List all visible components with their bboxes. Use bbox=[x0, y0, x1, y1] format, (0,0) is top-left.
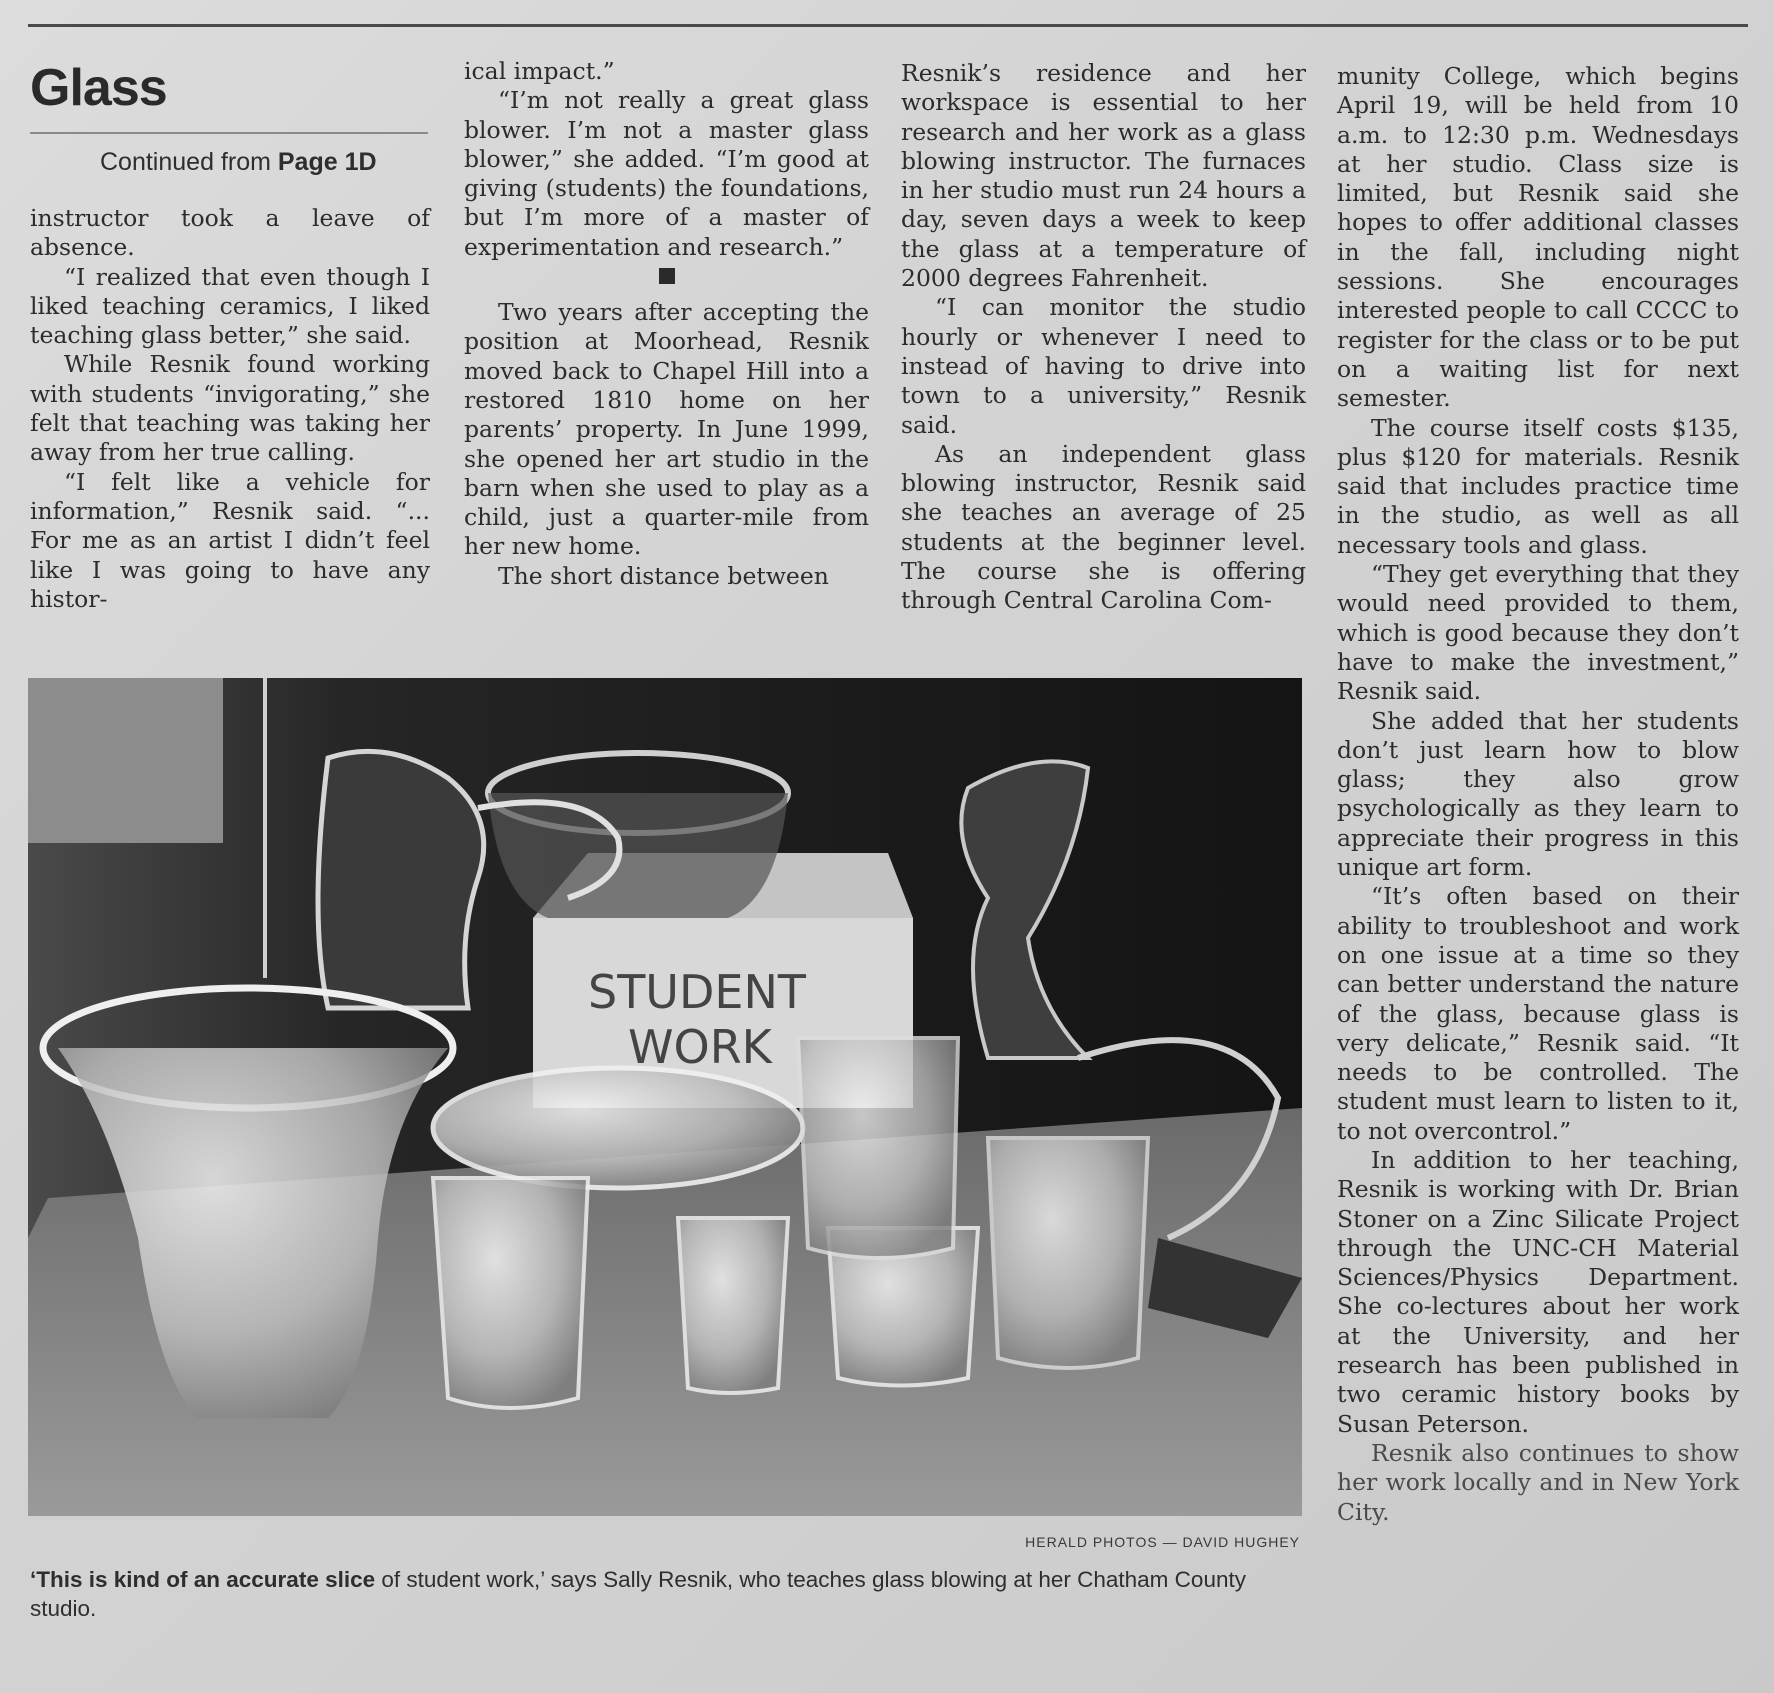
box-label-line-1: STUDENT bbox=[588, 965, 806, 1019]
dark-pitcher bbox=[318, 751, 484, 1008]
tall-bowl-body bbox=[488, 793, 788, 918]
glass-cup-2 bbox=[678, 1218, 788, 1393]
box-label-line-2: WORK bbox=[628, 1020, 772, 1074]
glass-cup-1 bbox=[433, 1178, 588, 1408]
photo-credit: HERALD PHOTOS — DAVID HUGHEY bbox=[1025, 1534, 1300, 1550]
column-3 bbox=[901, 59, 1306, 616]
paragraph: “I felt like a vehicle for information,” Resnik said. “... For me as an artist I didn’t feel like I was going to have any histor- bbox=[30, 467, 430, 613]
paragraph: “I can monitor the studio hourly or whenever I need to instead of having to drive into town to a university,” Resnik said. bbox=[901, 293, 1306, 439]
column-1 bbox=[30, 204, 430, 614]
continued-page: Page 1D bbox=[277, 148, 377, 176]
caption-lead: ‘This is kind of an accurate slice bbox=[30, 1567, 376, 1592]
paragraph: The short distance between bbox=[498, 561, 829, 590]
column-2-top bbox=[464, 57, 869, 262]
glass-jug bbox=[988, 1138, 1148, 1368]
column-4 bbox=[1337, 62, 1739, 1527]
paragraph: “I realized that even though I liked teaching ceramics, I liked teaching glass better,” she said. bbox=[30, 262, 430, 350]
caption-rest: of student work,’ says Sally Resnik, who teaches glass blowing at her Chatham County studio. bbox=[30, 1567, 1246, 1621]
paragraph: munity College, which begins April 19, will be held from 10 a.m. to 12:30 p.m. Wednesdays at her studio. Class size is limited, but Resnik said she hopes to offer additional classes in the fall, including night sessions. She encourages interested people to call CCCC to register for the class or to be put on a waiting list for next semester. bbox=[1337, 62, 1739, 413]
photo-caption bbox=[30, 1565, 1300, 1623]
headline-rule bbox=[30, 132, 428, 134]
wall-panel bbox=[28, 678, 223, 843]
cord bbox=[263, 678, 267, 978]
continued-line bbox=[100, 148, 377, 177]
headline: Glass bbox=[30, 59, 167, 117]
glass-bowl bbox=[433, 1068, 803, 1188]
article-photo bbox=[28, 678, 1302, 1516]
section-break-bullet bbox=[659, 268, 675, 284]
continued-prefix: Continued from bbox=[100, 148, 278, 176]
top-rule bbox=[28, 24, 1748, 27]
paragraph: As an independent glass blowing instructor, Resnik said she teaches an average of 25 students at the beginner level. The course she is offering through Central Carolina Com- bbox=[901, 439, 1306, 615]
paragraph: “I’m not really a great glass blower. I’m not a master glass blower,” she added. “I’m good at giving (students) the foundations, but I’m more of a master of experimentation and research.” bbox=[464, 86, 869, 261]
paragraph: Resnik also continues to show her work locally and in New York City. bbox=[1337, 1438, 1739, 1526]
paragraph: The course itself costs $135, plus $120 for materials. Resnik said that includes practice time in the studio, as well as all necessary tools and glass. bbox=[1337, 413, 1739, 559]
paragraph: She added that her students don’t just learn how to blow glass; they also grow psychologically as they learn to appreciate their progress in this unique art form. bbox=[1337, 706, 1739, 882]
glassware-photo-svg bbox=[28, 678, 1302, 1516]
paragraph: While Resnik found working with students “invigorating,” she felt that teaching was taking her away from her true calling. bbox=[30, 350, 430, 467]
paragraph: “It’s often based on their ability to troubleshoot and work on one issue at a time so they can better understand the nature of the glass, because glass is very delicate,” Resnik said. “It needs to be controlled. The student must learn to listen to it, to not overcontrol.” bbox=[1337, 882, 1739, 1145]
glass-pitcher-right bbox=[798, 1038, 958, 1258]
paragraph: In addition to her teaching, Resnik is working with Dr. Brian Stoner on a Zinc Silicate Project through the UNC-CH Material Sciences/Physics Department. She co-lectures about her work at the University, and her research has been published in two ceramic history books by Susan Peterson. bbox=[1337, 1145, 1739, 1438]
paragraph: Resnik’s residence and her workspace is essential to her research and her work as a glass blowing instructor. The furnaces in her studio must run 24 hours a day, seven days a week to keep the glass at a temperature of 2000 degrees Fahrenheit. bbox=[901, 59, 1306, 293]
paragraph: ical impact.” bbox=[464, 57, 615, 85]
column-2 bbox=[464, 57, 869, 591]
paragraph: Two years after accepting the position at Moorhead, Resnik moved back to Chapel Hill into a restored 1810 home on her parents’ property. In June 1999, she opened her art studio in the barn when she used to play as a child, just a quarter-mile from her new home. bbox=[464, 298, 869, 561]
paragraph: instructor took a leave of absence. bbox=[30, 204, 430, 262]
paragraph: “They get everything that they would need provided to them, which is good because they don’t have to make the investment,” Resnik said. bbox=[1337, 560, 1739, 706]
column-2-bottom bbox=[464, 298, 869, 591]
